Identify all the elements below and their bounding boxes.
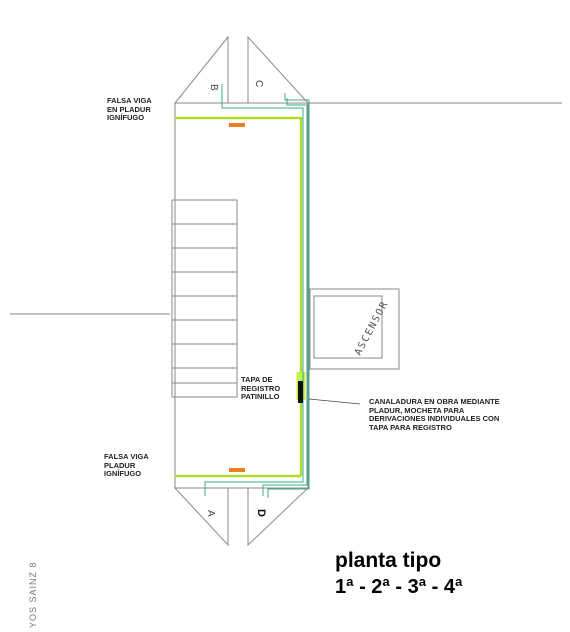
elevator-label: ASCENSOR (352, 299, 391, 358)
margin-text: YOS SAINZ 8 (28, 561, 38, 628)
registro-cover-mark (298, 381, 303, 403)
fire-mark-top (229, 123, 245, 127)
conduit-top-1 (205, 84, 303, 496)
shaft-b-outline (175, 37, 228, 103)
shaft-label-b: B (208, 84, 219, 91)
fire-mark-bottom (229, 468, 245, 472)
falsa-viga-bottom-note: FALSA VIGA PLADUR IGNÍFUGO (104, 452, 149, 479)
canaladura-leader (309, 399, 360, 404)
shaft-label-a: A (205, 510, 216, 517)
false-beam-top (175, 118, 301, 476)
stair-treads (172, 200, 237, 397)
shaft-label-d: D (255, 509, 267, 517)
shaft-c-outline (248, 37, 308, 103)
plan-title: planta tipo (335, 549, 442, 572)
plan-floors: 1ª - 2ª - 3ª - 4ª (335, 576, 463, 598)
falsa-viga-top-note: FALSA VIGA EN PLADUR IGNÍFUGO (107, 96, 152, 123)
elevator-outer-box (310, 289, 399, 369)
shaft-label-c: C (253, 80, 264, 88)
canaladura-note: CANALADURA EN OBRA MEDIANTE PLADUR, MOCHETA PARA DERIVACIONES INDIVIDUALES CON TAPA PARA REGISTRO (369, 397, 500, 432)
tapa-registro-note: TAPA DE REGISTRO PATINILLO (241, 375, 281, 402)
shaft-a-outline (175, 488, 228, 545)
